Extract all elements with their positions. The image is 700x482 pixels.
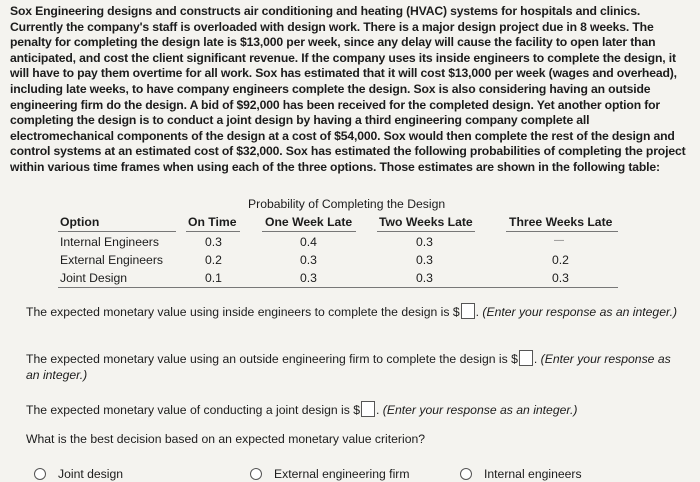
row-three-weeks: 0.2 <box>552 253 569 267</box>
row-option: Internal Engineers <box>60 235 159 249</box>
emv-inside-input[interactable] <box>461 303 475 319</box>
row-one-week: 0.3 <box>300 271 317 285</box>
row-on-time: 0.2 <box>205 253 222 267</box>
question-best-decision: What is the best decision based on an expected monetary value criterion? <box>26 432 426 446</box>
header-option: Option <box>60 215 100 229</box>
row-on-time: 0.1 <box>205 271 222 285</box>
emv-outside-input[interactable] <box>519 350 533 366</box>
emv-joint-input[interactable] <box>361 401 375 417</box>
problem-statement: Sox Engineering designs and constructs air conditioning and heating (HVAC) systems for hospitals and clinics. Currently the company's staff is overloaded with design work. There is a major design project due in 8 weeks. The penalty for completing the design late is $13,000 per week, since any delay will cause the facility to open later than anticipated, and cost the client significant revenue. If the company uses its inside engineers to complete the design, it will have to pay them overtime for all work. Sox has estimated that it will cost $13,000 per week (wages and overhead), including late weeks, to have company engineers complete the design. Sox is also considering having an outside engineering firm do the design. A bid of $92,000 has been received for the completed design. Yet another option for completing the design is to conduct a joint design by having a third engineering company complete all electromechanical components of the design at a cost of $54,000. Sox would then complete the rest of the design and control systems at an estimated cost of $32,000. Sox has estimated the following probabilities of completing the project within various time frames when using each of the three options. Those estimates are shown in the following table: <box>10 4 686 174</box>
row-on-time: 0.3 <box>205 235 222 249</box>
header-underline <box>58 231 176 232</box>
question-outside-firm: The expected monetary value using an outside engineering firm to complete the design is $ . (Enter your response as an integer.) <box>26 352 671 382</box>
radio-button[interactable] <box>34 468 46 480</box>
row-one-week: 0.4 <box>300 235 317 249</box>
row-three-weeks: 0.3 <box>552 271 569 285</box>
header-underline <box>377 231 475 232</box>
radio-button[interactable] <box>250 468 262 480</box>
radio-button[interactable] <box>460 468 472 480</box>
table-group-header: Probability of Completing the Design <box>248 197 446 211</box>
row-option: External Engineers <box>60 253 163 267</box>
header-underline <box>186 231 240 232</box>
question-hint: (Enter your response as an integer.) <box>26 352 671 382</box>
header-underline <box>506 231 618 232</box>
option-label: Internal engineers <box>484 467 582 481</box>
row-option: Joint Design <box>60 271 128 285</box>
option-label: Joint design <box>58 467 124 481</box>
row-two-weeks: 0.3 <box>416 271 433 285</box>
option-label: External engineering firm <box>274 467 410 481</box>
row-two-weeks: 0.3 <box>416 235 433 249</box>
option-external-firm[interactable] <box>250 467 410 481</box>
option-joint-design[interactable] <box>34 467 123 481</box>
question-inside-engineers: The expected monetary value using inside engineers to complete the design is $ . (Enter your response as an integer.) <box>26 305 678 319</box>
header-two-weeks-late: Two Weeks Late <box>379 215 473 229</box>
header-one-week-late: One Week Late <box>265 215 353 229</box>
header-underline <box>262 231 356 232</box>
row-one-week: 0.3 <box>300 253 317 267</box>
question-text: The expected monetary value of conducting a joint design is $ <box>26 403 361 417</box>
question-text: The expected monetary value using inside engineers to complete the design is $ <box>26 305 460 319</box>
question-text: The expected monetary value using an outside engineering firm to complete the design is $ <box>26 352 518 366</box>
question-hint: (Enter your response as an integer.) <box>382 403 578 417</box>
row-three-weeks: — <box>554 235 564 246</box>
question-joint-design: The expected monetary value of conducting a joint design is $ . (Enter your response as an integer.) <box>26 403 578 417</box>
option-internal-engineers[interactable] <box>460 467 582 481</box>
header-on-time: On Time <box>188 215 237 229</box>
header-three-weeks-late: Three Weeks Late <box>509 215 613 229</box>
row-two-weeks: 0.3 <box>416 253 433 267</box>
question-hint: (Enter your response as an integer.) <box>482 305 678 319</box>
table-bottom-rule <box>58 287 618 288</box>
